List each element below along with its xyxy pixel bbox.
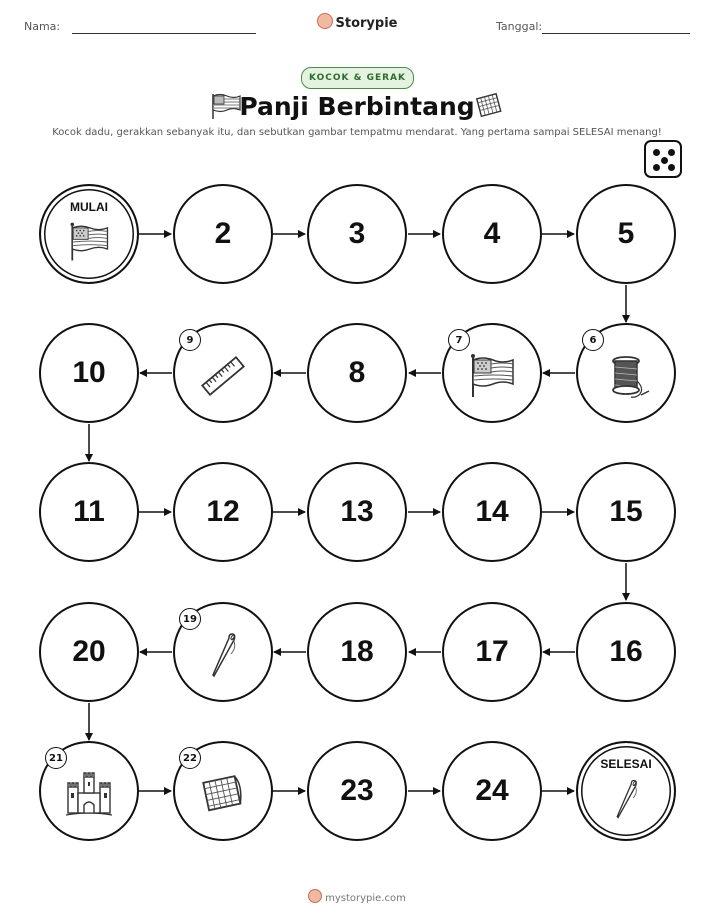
category-badge: KOCOK & GERAK xyxy=(301,67,414,89)
name-label: Nama: xyxy=(24,20,61,33)
space-number: 23 xyxy=(340,774,374,807)
storypie-logo-icon xyxy=(308,889,322,903)
board-space xyxy=(39,602,139,702)
space-number: 3 xyxy=(348,217,366,250)
brand-name: Storypie xyxy=(335,16,398,31)
board-space xyxy=(576,741,676,841)
board-space xyxy=(173,184,273,284)
space-number: 12 xyxy=(206,495,240,528)
board-space xyxy=(173,741,273,841)
space-label: SELESAI xyxy=(600,757,652,771)
space-label: MULAI xyxy=(70,200,108,214)
board-space xyxy=(39,184,139,284)
space-number: 24 xyxy=(475,774,509,807)
space-number: 11 xyxy=(73,495,105,528)
space-number-tag: 21 xyxy=(45,747,67,769)
board-space xyxy=(173,602,273,702)
board-space xyxy=(173,462,273,562)
board-space xyxy=(576,602,676,702)
space-number: 17 xyxy=(475,635,509,668)
board-space xyxy=(173,323,273,423)
space-number: 5 xyxy=(617,217,635,250)
page-title: Panji Berbintang xyxy=(239,92,475,121)
board-space xyxy=(576,323,676,423)
needle-icon xyxy=(198,630,248,680)
space-number: 16 xyxy=(609,635,643,668)
space-number: 14 xyxy=(475,495,509,528)
space-number: 2 xyxy=(214,217,232,250)
quilt-icon xyxy=(198,769,248,819)
date-label: Tanggal: xyxy=(496,20,543,33)
space-number-tag: 22 xyxy=(179,747,201,769)
space-number: 10 xyxy=(72,356,106,389)
board-space xyxy=(307,184,407,284)
space-number: 13 xyxy=(340,495,374,528)
space-number-tag: 9 xyxy=(179,329,201,351)
instructions: Kocok dadu, gerakkan sebanyak itu, dan sebutkan gambar tempatmu mendarat. Yang pertama sampai SELESAI menang! xyxy=(52,127,662,138)
flag-icon xyxy=(67,220,111,264)
board-space xyxy=(307,323,407,423)
space-number: 20 xyxy=(72,635,106,668)
board-space xyxy=(442,602,542,702)
castle-icon xyxy=(64,769,114,819)
board-space xyxy=(576,184,676,284)
footer-url[interactable]: mystorypie.com xyxy=(325,893,406,904)
board-space xyxy=(442,741,542,841)
board-space xyxy=(442,462,542,562)
flag-icon xyxy=(467,351,517,401)
space-number: 18 xyxy=(340,635,374,668)
board-space xyxy=(39,741,139,841)
board-space xyxy=(442,323,542,423)
space-number-tag: 19 xyxy=(179,608,201,630)
needle-icon xyxy=(604,777,648,821)
thread-spool-icon xyxy=(601,351,651,401)
board-space xyxy=(307,462,407,562)
space-number: 4 xyxy=(483,217,501,250)
space-number: 15 xyxy=(609,495,643,528)
ruler-icon xyxy=(198,351,248,401)
footer xyxy=(0,889,714,904)
board-space xyxy=(307,602,407,702)
board-space xyxy=(442,184,542,284)
board-space xyxy=(307,741,407,841)
board-space xyxy=(576,462,676,562)
space-number: 8 xyxy=(348,356,366,389)
space-number-tag: 7 xyxy=(448,329,470,351)
board-space xyxy=(39,462,139,562)
board-space xyxy=(39,323,139,423)
space-number-tag: 6 xyxy=(582,329,604,351)
